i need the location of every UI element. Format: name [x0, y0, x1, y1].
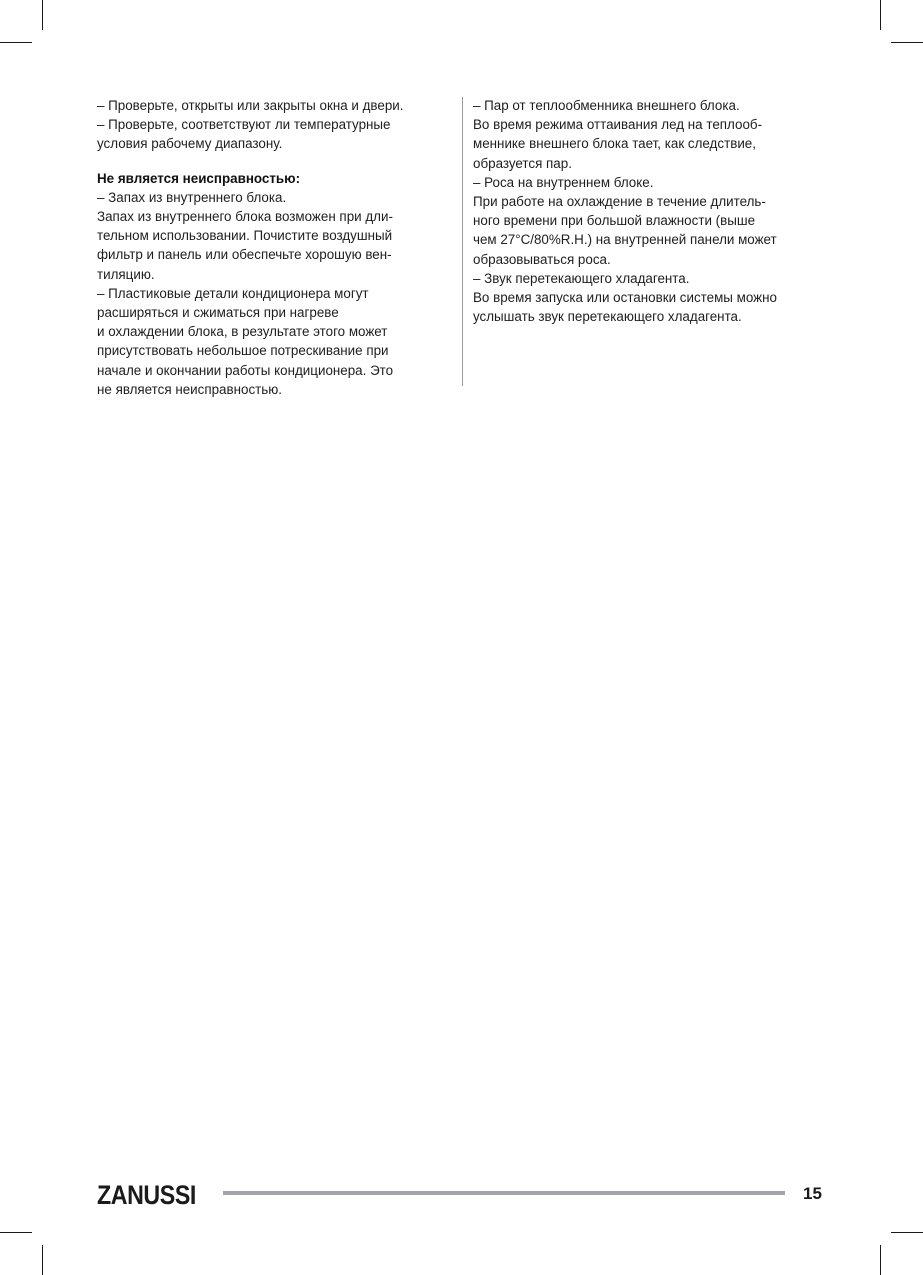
paragraph-spacer — [97, 154, 442, 169]
right-line-6: При работе на охлаждение в течение длитель- — [473, 194, 766, 210]
page-number: 15 — [803, 1184, 822, 1203]
crop-mark-bottom-right-vertical — [880, 1245, 881, 1275]
crop-mark-top-right-vertical — [880, 0, 881, 30]
left-line-13: начале и окончании работы кондиционера. Это — [97, 362, 394, 378]
crop-mark-top-left-vertical — [42, 0, 43, 30]
right-line-7: ного времени при большой влажности (выше — [473, 213, 756, 229]
right-line-11: Во время запуска или остановки системы можно — [473, 290, 777, 306]
left-text-column — [97, 96, 442, 399]
left-line-9: – Пластиковые детали кондиционера могут — [97, 285, 369, 301]
right-line-8: чем 27°C/80%R.H.) на внутренней панели может — [473, 232, 777, 248]
right-line-3: меннике внешнего блока тает, как следствие, — [473, 136, 756, 152]
right-text-column — [473, 96, 823, 326]
crop-mark-bottom-right-horizontal — [891, 1232, 923, 1233]
section-heading: Не является неисправностью: — [97, 170, 301, 186]
right-line-1: – Пар от теплообменника внешнего блока. — [473, 98, 740, 113]
right-line-9: образовываться роса. — [473, 251, 611, 267]
right-line-10: – Звук перетекающего хладагента. — [473, 270, 690, 286]
column-divider — [462, 97, 463, 386]
left-line-11: и охлаждении блока, в результате этого может — [97, 324, 388, 340]
left-line-2: – Проверьте, соответствуют ли температурные — [97, 117, 391, 133]
right-line-4: образуется пар. — [473, 155, 572, 171]
footer-rule — [223, 1191, 785, 1195]
left-line-14: не является неисправностью. — [97, 381, 283, 397]
left-line-10: расширяться и сжиматься при нагреве — [97, 305, 339, 321]
left-line-12: присутствовать небольшое потрескивание при — [97, 343, 389, 359]
left-line-5: Запах из внутреннего блока возможен при дли- — [97, 209, 393, 225]
left-line-6: тельном использовании. Почистите воздушный — [97, 228, 393, 244]
zanussi-logo: ZANUSSI — [97, 1180, 196, 1210]
left-line-1: – Проверьте, открыты или закрыты окна и двери. — [97, 98, 404, 113]
crop-mark-top-right-horizontal — [891, 42, 923, 43]
left-line-8: тиляцию. — [97, 266, 155, 282]
right-line-5: – Роса на внутреннем блоке. — [473, 174, 654, 190]
left-line-3: условия рабочему диапазону. — [97, 136, 283, 152]
crop-mark-top-left-horizontal — [0, 42, 32, 43]
right-line-2: Во время режима оттаивания лед на теплооб- — [473, 117, 763, 133]
left-line-4: – Запах из внутреннего блока. — [97, 189, 287, 205]
crop-mark-bottom-left-horizontal — [0, 1232, 32, 1233]
left-line-7: фильтр и панель или обеспечьте хорошую вен- — [97, 247, 392, 263]
crop-mark-bottom-left-vertical — [42, 1245, 43, 1275]
right-line-12: услышать звук перетекающего хладагента. — [473, 309, 742, 325]
